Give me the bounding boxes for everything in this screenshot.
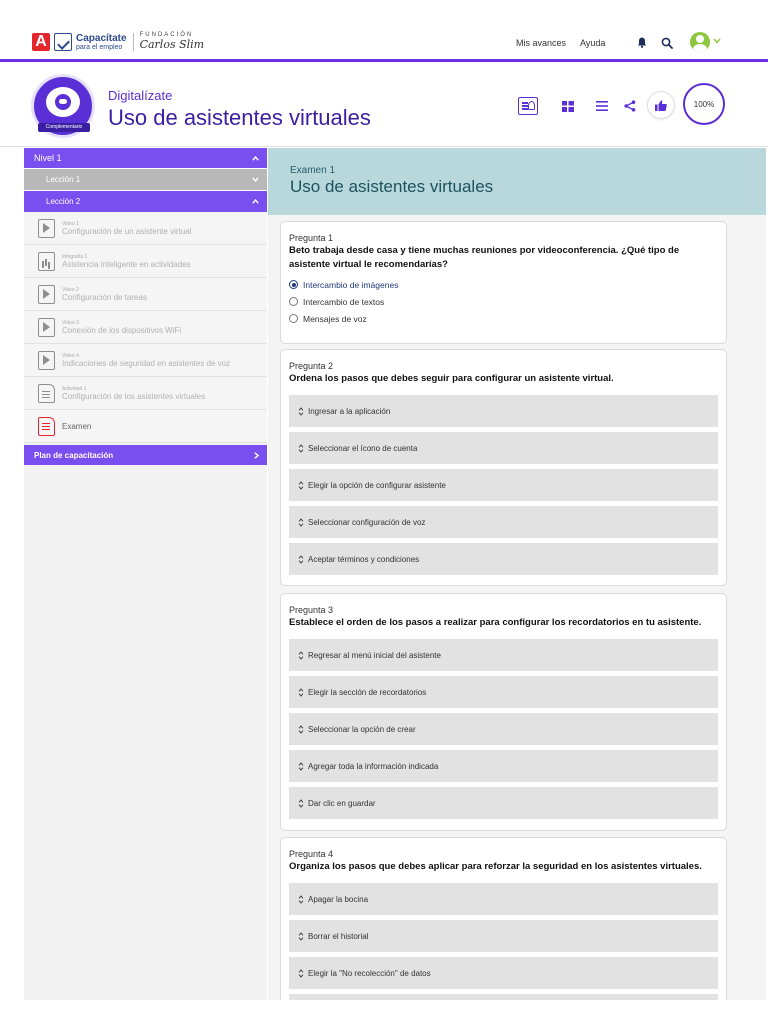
progress-indicator: 100% [683, 83, 725, 125]
sidebar-item-video-1[interactable]: Video 1 Configuración de un asistente virtual [24, 212, 267, 245]
drag-handle-icon[interactable] [298, 932, 304, 941]
drag-handle-icon[interactable] [298, 481, 304, 490]
sortable-step[interactable]: Elegir la "No recolección" de datos [289, 957, 718, 989]
fundacion-label: FUNDACIÓN [139, 32, 194, 38]
exam-header [268, 148, 766, 215]
question-text: Ordena los pasos que debes seguir para configurar un asistente virtual. [289, 373, 614, 384]
video-icon [38, 285, 55, 304]
sidebar-item-video-3[interactable]: Video 3 Conexión de los dispositivos WiFi [24, 311, 267, 344]
fundacion-signature: Carlos Slim [139, 38, 205, 51]
sidebar-nivel-1[interactable] [24, 148, 267, 168]
video-icon [38, 351, 55, 370]
drag-handle-icon[interactable] [298, 555, 304, 564]
question-text: Establece el orden de los pasos a realizar para configurar los recordatorios en tu asistente. [289, 617, 702, 628]
course-title: Uso de asistentes virtuales [108, 105, 371, 130]
share-icon[interactable] [624, 100, 636, 112]
video-icon [38, 318, 55, 337]
sidebar-leccion-1[interactable] [24, 168, 267, 190]
capacitate-logo-icon [54, 33, 72, 51]
drag-handle-icon[interactable] [298, 444, 304, 453]
certificate-icon[interactable] [518, 97, 538, 115]
brand-logo[interactable] [32, 32, 204, 51]
sortable-step[interactable]: Dar clic en guardar [289, 787, 718, 819]
exam-icon [38, 417, 55, 436]
question-card-3 [280, 593, 727, 831]
thumbs-up-icon [655, 100, 667, 111]
video-icon [38, 219, 55, 238]
drag-handle-icon[interactable] [298, 407, 304, 416]
grid-icon[interactable] [562, 101, 574, 112]
drag-handle-icon[interactable] [298, 969, 304, 978]
sidebar-item-examen[interactable]: Examen [24, 410, 267, 443]
sortable-step[interactable]: Seleccionar la opción de crear [289, 713, 718, 745]
radio-selected-icon[interactable] [289, 280, 298, 289]
answer-option[interactable]: Intercambio de imágenes [289, 278, 718, 291]
assistant-bot-icon [55, 94, 71, 110]
drag-handle-icon[interactable] [298, 762, 304, 771]
sidebar-plan-capacitacion[interactable] [24, 445, 267, 465]
question-number: Pregunta 3 [289, 605, 334, 615]
sortable-step[interactable]: Aceptar términos y condiciones [289, 543, 718, 575]
radio-icon[interactable] [289, 297, 298, 306]
document-icon [38, 384, 55, 403]
question-text: Organiza los pasos que debes aplicar para reforzar la seguridad en los asistentes virtuales. [289, 861, 702, 872]
chevron-down-icon[interactable] [713, 38, 721, 44]
drag-handle-icon[interactable] [298, 688, 304, 697]
badge-label: Complementario [38, 123, 90, 132]
top-navigation-bar [0, 0, 768, 62]
course-badge [31, 74, 95, 138]
mis-avances-link[interactable]: Mis avances [516, 38, 567, 48]
drag-handle-icon[interactable] [298, 725, 304, 734]
sortable-step[interactable] [289, 994, 718, 1000]
drag-handle-icon[interactable] [298, 651, 304, 660]
drag-handle-icon[interactable] [298, 518, 304, 527]
list-icon[interactable] [596, 101, 608, 111]
sortable-step[interactable]: Elegir la sección de recordatorios [289, 676, 718, 708]
sidebar-leccion-2[interactable] [24, 190, 267, 212]
capacitate-subtitle: para el empleo [76, 43, 123, 51]
exam-content [268, 148, 766, 1000]
chevron-up-icon [252, 156, 259, 161]
answer-option[interactable]: Intercambio de textos [289, 295, 718, 308]
like-button[interactable] [648, 92, 674, 118]
question-number: Pregunta 2 [289, 361, 334, 371]
question-card-2 [280, 349, 727, 586]
course-sidebar [24, 148, 267, 1000]
course-category: Digitalízate [108, 88, 173, 103]
leccion-1-label: Lección 1 [46, 175, 81, 184]
leccion-2-label: Lección 2 [46, 197, 81, 206]
user-avatar-icon[interactable] [690, 32, 710, 52]
sidebar-item-infografia-1[interactable]: Infografía 1 Asistencia inteligente en actividades [24, 245, 267, 278]
answer-option[interactable]: Mensajes de voz [289, 312, 718, 325]
logo-a-icon: A [32, 33, 50, 51]
drag-handle-icon[interactable] [298, 799, 304, 808]
sortable-step[interactable]: Seleccionar configuración de voz [289, 506, 718, 538]
sortable-step[interactable]: Agregar toda la información indicada [289, 750, 718, 782]
drag-handle-icon[interactable] [298, 895, 304, 904]
sortable-step[interactable]: Elegir la opción de configurar asistente [289, 469, 718, 501]
capacitate-title: Capacítate [76, 32, 127, 44]
sortable-step[interactable]: Borrar el historial [289, 920, 718, 952]
sidebar-item-video-2[interactable]: Video 2 Configuración de tareas [24, 278, 267, 311]
question-text: Beto trabaja desde casa y tiene muchas reuniones por videoconferencia. ¿Qué tipo de asistente virtual le recomendarías? [289, 245, 680, 270]
sortable-step[interactable]: Apagar la bocina [289, 883, 718, 915]
search-icon[interactable] [661, 37, 673, 49]
exam-title: Uso de asistentes virtuales [290, 177, 494, 196]
nivel-label: Nivel 1 [34, 153, 62, 163]
sortable-step[interactable]: Ingresar a la aplicación [289, 395, 718, 427]
question-number: Pregunta 4 [289, 849, 334, 859]
chevron-right-icon [254, 452, 259, 459]
sidebar-item-actividad-1[interactable]: Actividad 1 Configuración de los asistentes virtuales [24, 377, 267, 410]
bell-icon[interactable] [637, 37, 647, 48]
radio-icon[interactable] [289, 314, 298, 323]
question-card-1 [280, 221, 727, 344]
ayuda-link[interactable]: Ayuda [580, 38, 606, 48]
plan-label: Plan de capacitación [34, 450, 114, 460]
brand-divider [133, 33, 134, 51]
chevron-up-icon [252, 199, 259, 204]
sidebar-item-video-4[interactable]: Video 4 Indicaciones de seguridad en asistentes de voz [24, 344, 267, 377]
chevron-down-icon [252, 177, 259, 182]
question-number: Pregunta 1 [289, 233, 334, 243]
course-header [0, 65, 768, 147]
infographic-icon [38, 252, 55, 271]
exam-number: Examen 1 [290, 165, 336, 176]
sortable-step[interactable]: Seleccionar el ícono de cuenta [289, 432, 718, 464]
question-card-4 [280, 837, 727, 1000]
sortable-step[interactable]: Regresar al menú inicial del asistente [289, 639, 718, 671]
